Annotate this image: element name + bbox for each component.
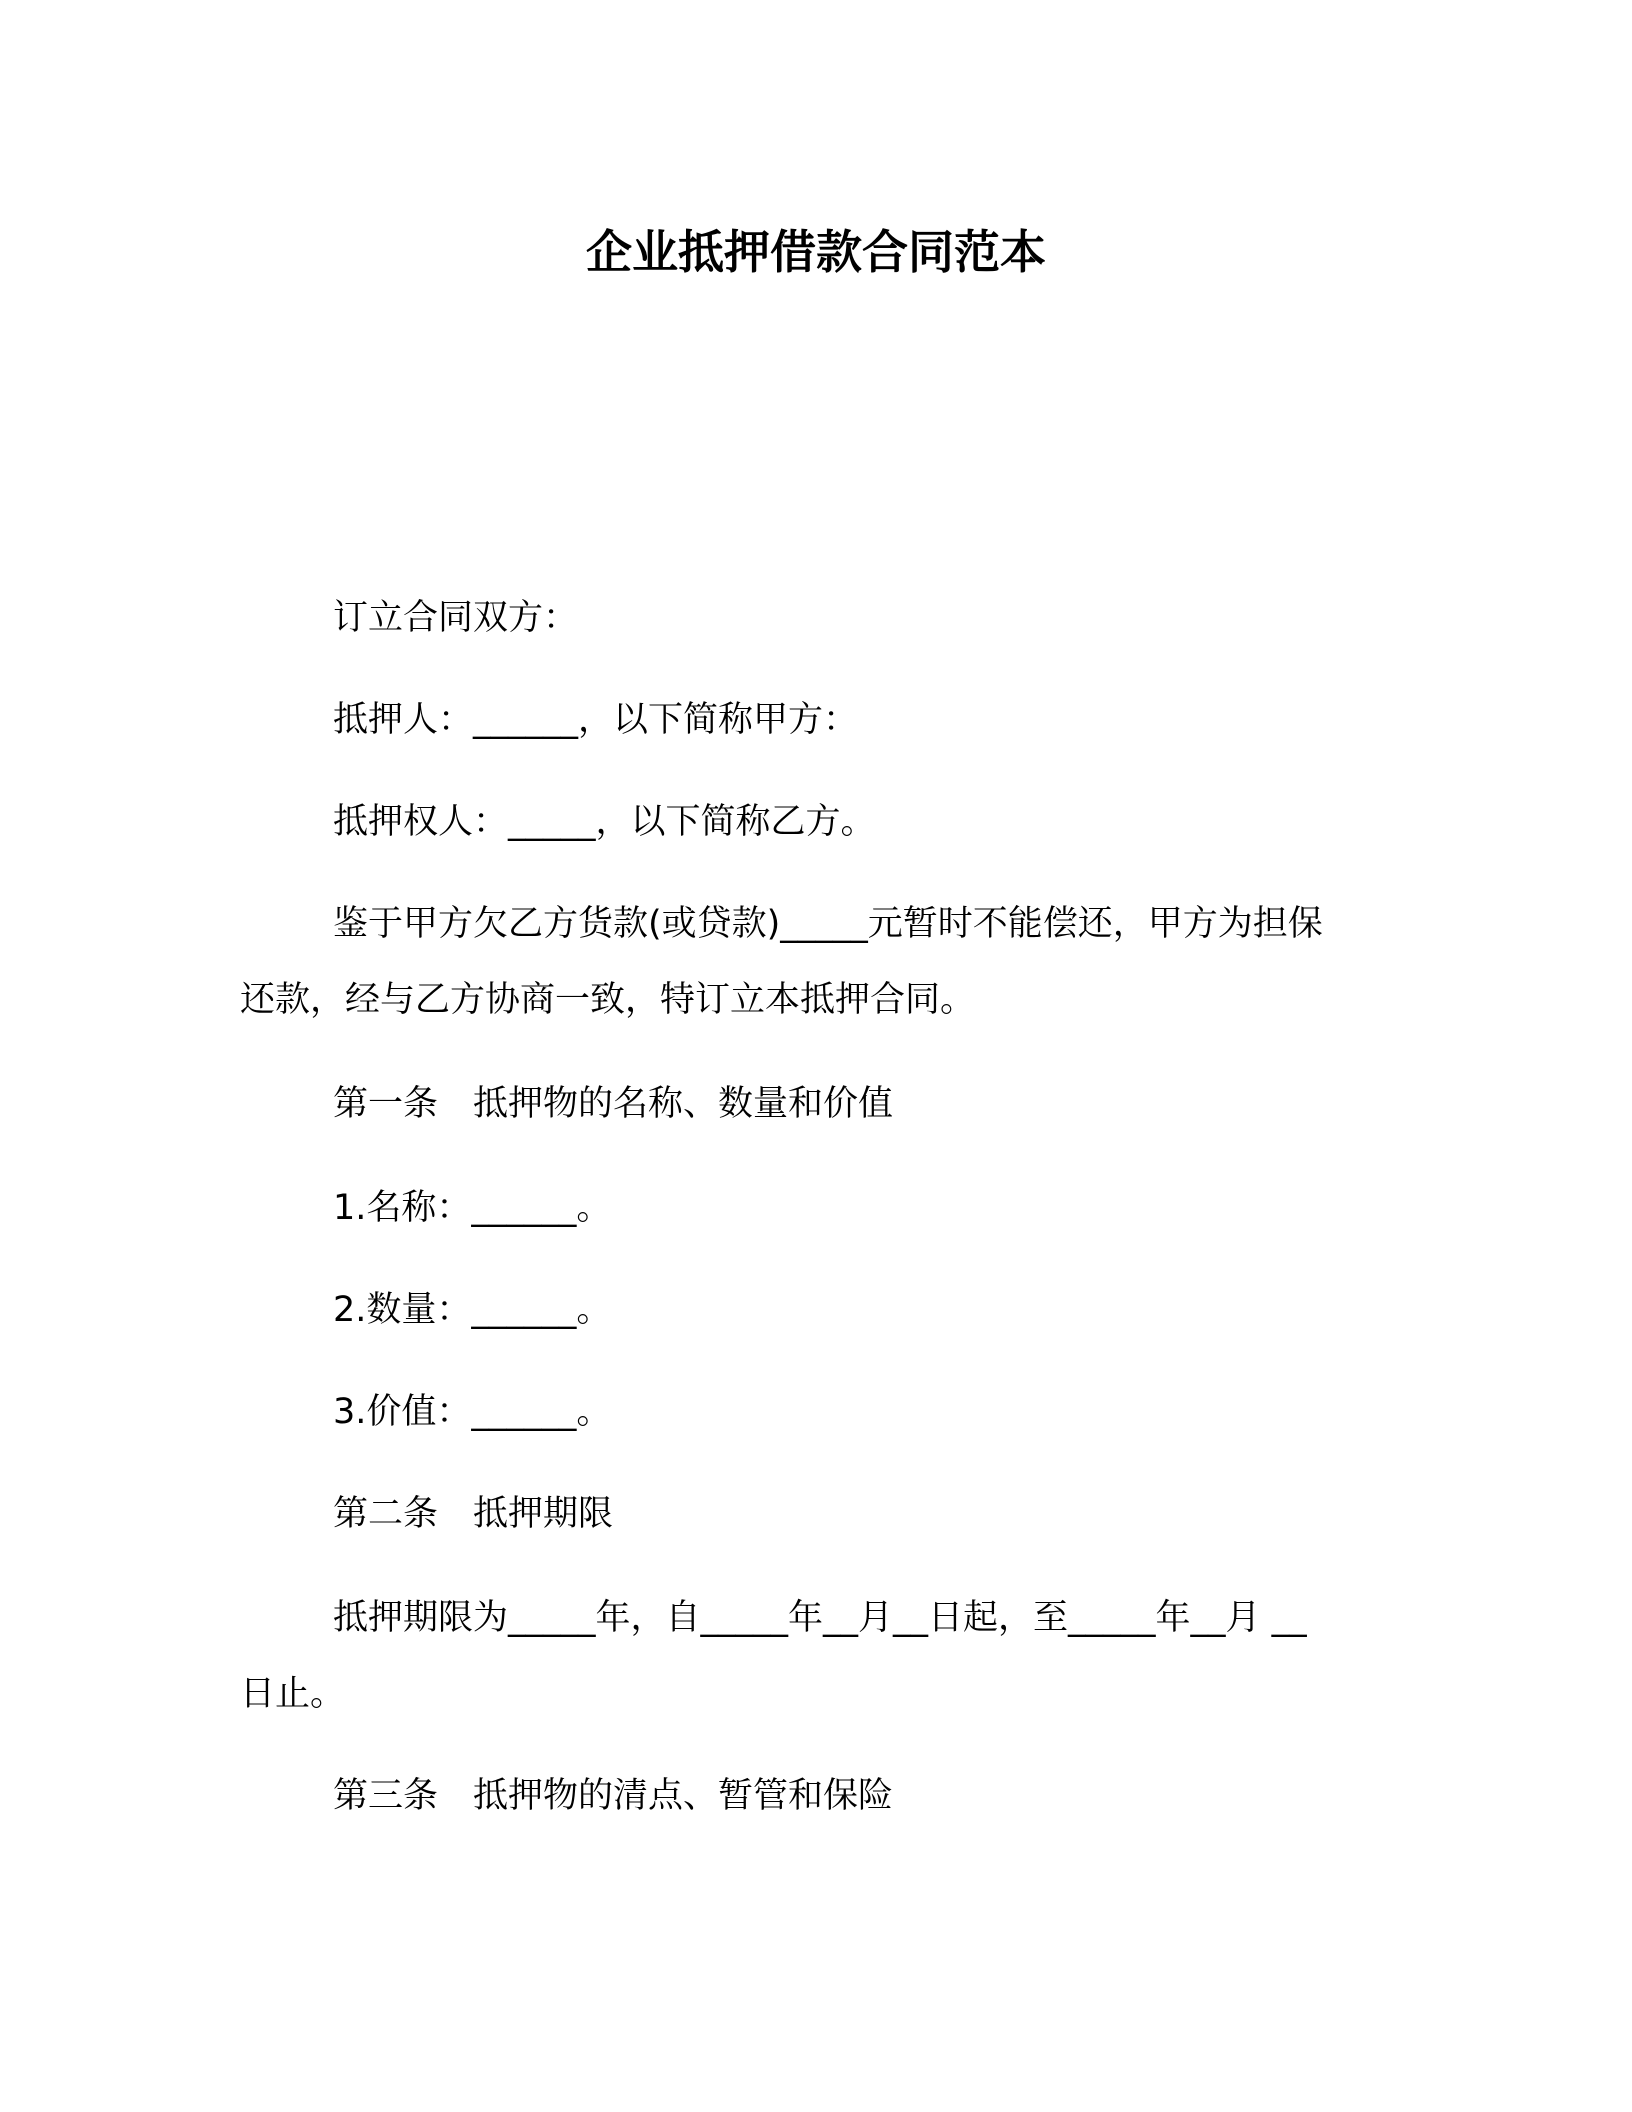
term-line-1: 抵押期限为_____年，自_____年__月__日起，至_____年__月 __ xyxy=(333,1598,1307,1638)
preamble-line-2: 还款，经与乙方协商一致，特订立本抵押合同。 xyxy=(240,980,976,1020)
item-quantity-line: 2.数量：______。 xyxy=(333,1290,612,1330)
term-line-2: 日止。 xyxy=(240,1674,346,1714)
article-1-heading: 第一条 抵押物的名称、数量和价值 xyxy=(333,1084,894,1124)
item-value-line: 3.价值：______。 xyxy=(333,1392,612,1432)
preamble-line-1: 鉴于甲方欠乙方货款(或贷款)_____元暂时不能偿还，甲方为担保 xyxy=(333,904,1323,944)
article-2-heading: 第二条 抵押期限 xyxy=(333,1494,614,1534)
item-name-line: 1.名称：______。 xyxy=(333,1188,612,1228)
document-title: 企业抵押借款合同范本 xyxy=(586,225,1046,279)
article-3-heading: 第三条 抵押物的清点、暂管和保险 xyxy=(333,1776,894,1816)
mortgagor-line: 抵押人：______，以下简称甲方： xyxy=(333,700,859,740)
mortgagee-line: 抵押权人：_____，以下简称乙方。 xyxy=(333,802,876,842)
parties-heading: 订立合同双方： xyxy=(333,598,579,638)
